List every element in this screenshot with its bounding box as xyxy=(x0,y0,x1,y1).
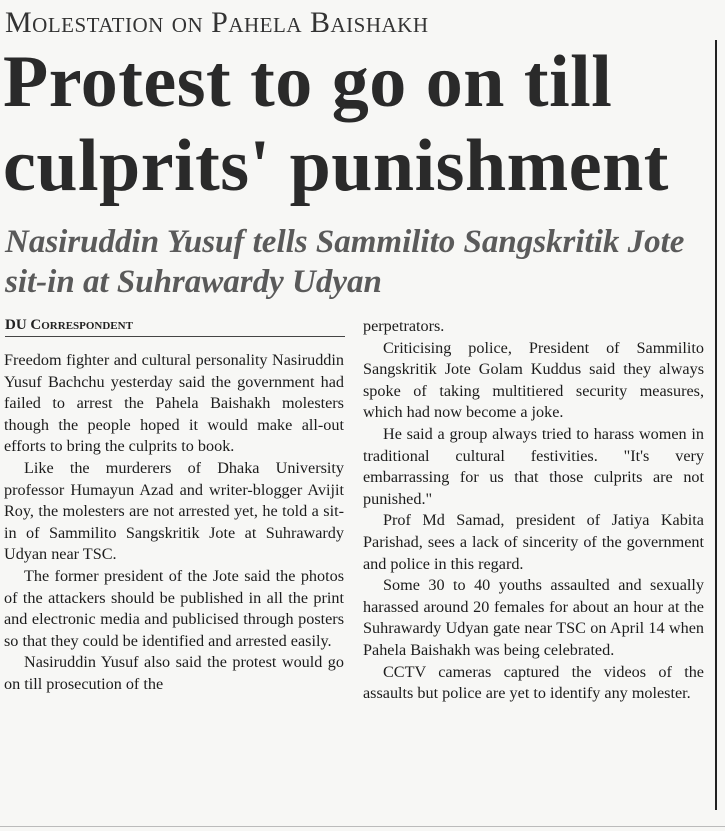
article-subheadline: Nasiruddin Yusuf tells Sammilito Sangskritik Jote sit-in at Suhrawardy Udyan xyxy=(5,224,685,300)
paragraph: Nasiruddin Yusuf also said the protest would go on till prosecution of the xyxy=(4,653,344,693)
article-column-1 xyxy=(4,350,344,696)
article-headline: Protest to go on till culprits' punishment xyxy=(3,41,669,207)
paragraph: perpetrators. xyxy=(363,317,445,335)
article-byline: DU Correspondent xyxy=(5,317,345,337)
article-column-2 xyxy=(363,316,704,705)
column-divider-rule xyxy=(715,40,717,810)
paragraph: Like the murderers of Dhaka University professor Humayun Azad and writer-blogger Avijit Roy, the molesters are not arrested yet, he told a sit-in of Sammilito Sangskritik Jote at Suhrawardy Udyan near TSC. xyxy=(4,458,344,564)
page-bottom-rule xyxy=(0,826,725,827)
paragraph: He said a group always tried to harass women in traditional cultural festivities. "It's very embarrassing for us that those culprits are not punished." xyxy=(363,424,704,508)
paragraph: Prof Md Samad, president of Jatiya Kabita Parishad, sees a lack of sincerity of the government and police in this regard. xyxy=(363,511,704,573)
paragraph: Some 30 to 40 youths assaulted and sexually harassed around 20 females for about an hour at the Suhrawardy Udyan gate near TSC on April 14 when Pahela Baishakh was being celebrated. xyxy=(363,576,704,659)
article-kicker: Molestation on Pahela Baishakh xyxy=(5,6,429,39)
paragraph: The former president of the Jote said the photos of the attackers should be published in all the print and electronic media and publicised through posters so that they could be identified and arrested easily. xyxy=(4,566,344,650)
paragraph: Criticising police, President of Sammilito Sangskritik Jote Golam Kuddus said they always spoke of taking multitiered security measures, which had now become a joke. xyxy=(363,338,704,422)
paragraph: CCTV cameras captured the videos of the assaults but police are yet to identify any molester. xyxy=(363,662,704,703)
paragraph: Freedom fighter and cultural personality Nasiruddin Yusuf Bachchu yesterday said the government had failed to arrest the Pahela Baishakh molesters though the people hoped it would make all-out efforts to bring the culprits to book. xyxy=(4,351,344,456)
